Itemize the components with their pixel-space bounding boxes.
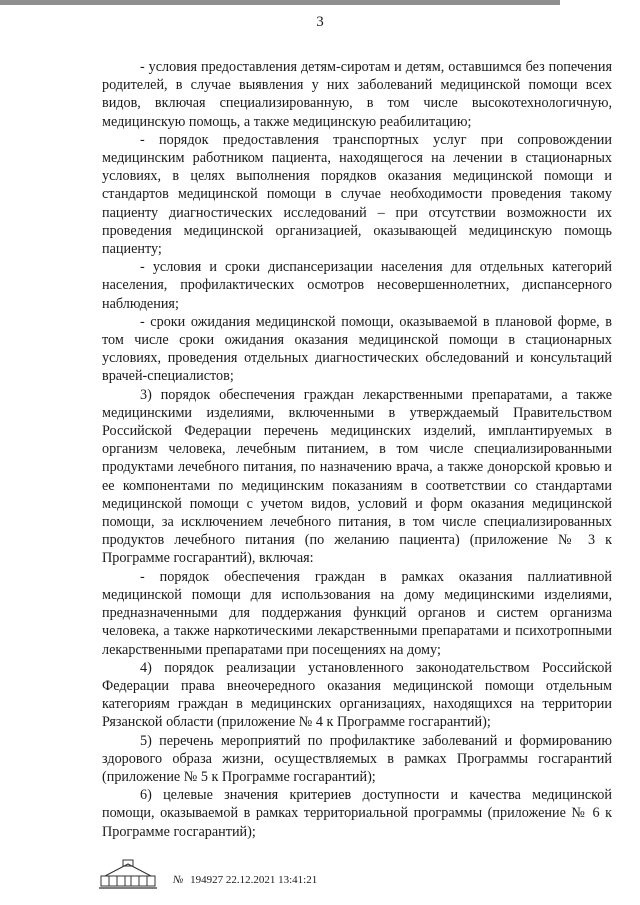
paragraph: - порядок предоставления транспортных услуг при сопровождении медицинским работником пациента, находящегося на лечении в стационарных условиях, в целях выполнения порядков оказания медицинской помощи и стандартов медицинской помощи в случае необходимости проведения такому пациенту диагностических исследований – при отсутствии возможности их проведения медицинской организацией, оказывающей медицинскую помощь пациенту; — [102, 131, 612, 258]
scan-edge-line — [0, 0, 560, 5]
number-mark: № — [173, 874, 184, 886]
registration-stamp — [173, 874, 317, 886]
building-seal-icon — [97, 858, 159, 890]
paragraph: - порядок обеспечения граждан в рамках оказания паллиативной медицинской помощи для использования на дому медицинскими изделиями, предназначенными для поддержания функций органов и систем организма человека, а также наркотическими лекарственными препаратами и психотропными лекарственными препаратами при посещениях на дому; — [102, 568, 612, 658]
document-body — [102, 58, 612, 841]
paragraph: - условия и сроки диспансеризации населения для отдельных категорий населения, профилактических осмотров несовершеннолетних, диспансерного наблюдения; — [102, 259, 612, 312]
paragraph: 5) перечень мероприятий по профилактике заболеваний и формированию здорового образа жизни, осуществляемых в рамках Программы госгарантий (приложение № 5 к Программе госгарантий); — [102, 732, 612, 785]
paragraph: - условия предоставления детям-сиротам и детям, оставшимся без попечения родителей, в случае выявления у них заболеваний медицинской помощи всех видов, включая специализированную, в том числе высокотехнологичную, медицинскую помощь, а также медицинскую реабилитацию; — [102, 59, 612, 130]
paragraph: 6) целевые значения критериев доступности и качества медицинской помощи, оказываемой в рамках территориальной программы (приложение № 6 к Программе госгарантий); — [102, 787, 612, 840]
paragraph: 3) порядок обеспечения граждан лекарственными препаратами, а также медицинскими изделиями, включенными в утверждаемый Правительством Российской Федерации перечень медицинских изделий, имплантируемых в организм человека, лечебным питанием, в том числе специализированными продуктами лечебного питания, по назначению врача, а также донорской кровью и ее компонентами по медицинским показаниям в соответствии со стандартами медицинской помощи с учетом видов, условий и форм оказания медицинской помощи, за исключением лечебного питания, в том числе специализированных продуктов лечебного питания (по желанию пациента) (приложение № 3 к Программе госгарантий), включая: — [102, 386, 612, 567]
document-footer — [97, 858, 617, 898]
paragraph: 4) порядок реализации установленного законодательством Российской Федерации права внеочередного оказания медицинской помощи отдельным категориям граждан в медицинских организациях, находящихся на территории Рязанской области (приложение № 4 к Программе госгарантий); — [102, 659, 612, 731]
paragraph: - сроки ожидания медицинской помощи, оказываемой в плановой форме, в том числе сроки ожидания оказания медицинской помощи в стационарных условиях, проведения отдельных диагностических обследований и консультаций врачей-специалистов; — [102, 313, 612, 385]
page-number: 3 — [316, 14, 324, 30]
registration-info: 194927 22.12.2021 13:41:21 — [190, 874, 318, 886]
